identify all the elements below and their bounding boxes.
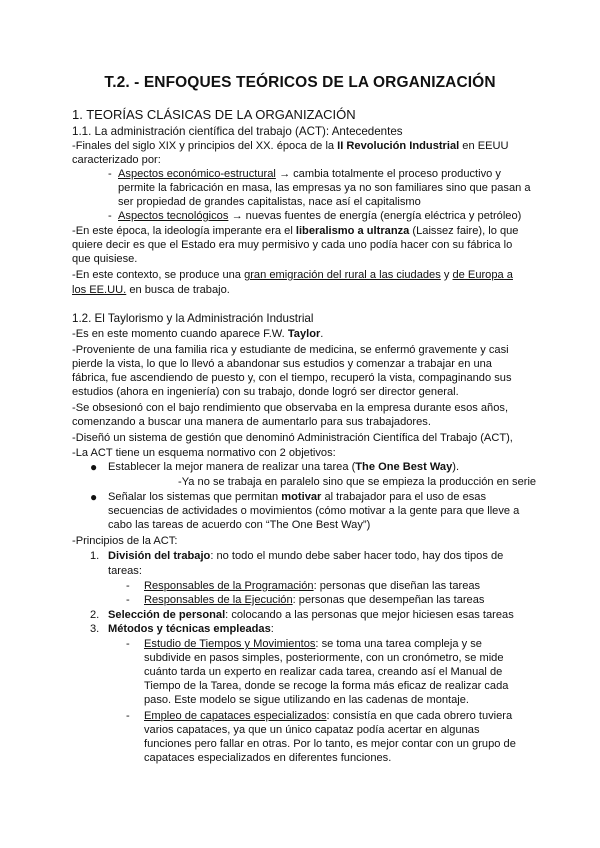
section-1-1-heading: 1.1. La administración científica del trabajo (ACT): Antecedentes (72, 125, 403, 138)
paragraph-line: fábrica, fue ascendiendo de puesto y, con el tiempo, recuperó la vista, compaginando sus (72, 372, 512, 384)
sub-item-line: cuánto tarda un experto en realizar cada tarea, creando así el Manual de (144, 666, 503, 678)
text: -En este época, la ideología imperante era el (72, 225, 296, 237)
list-item-line: permite la fabricación en masa, las empresas ya no son familiares sino que pasan a (118, 182, 531, 194)
text: → cambia totalmente el proceso productivo y (275, 168, 501, 180)
dash-marker: - (126, 638, 130, 650)
numbered-item (108, 622, 274, 636)
dash-marker: - (108, 168, 112, 180)
list-number: 3. (90, 623, 100, 635)
dash-marker: - (108, 210, 112, 222)
sub-item-line: varios capataces, ya que un único capataz podía acertar en algunas (144, 724, 480, 736)
list-item (118, 209, 521, 223)
sub-item (144, 709, 512, 723)
text: : no todo el mundo debe saber hacer todo, hay dos tipos de (210, 550, 504, 562)
text: ). (452, 461, 460, 473)
text: en busca de trabajo. (126, 284, 230, 296)
sub-item-line: funciones pero fallar en otras. Por lo tanto, es mejor contar con un grupo de (144, 738, 516, 750)
underlined-text: Responsables de la Programación (144, 580, 314, 592)
text: y (440, 269, 453, 281)
text: Establecer la mejor manera de realizar una tarea ( (108, 461, 356, 473)
text: : personas que diseñan las tareas (313, 580, 481, 592)
text: Señalar los sistemas que permitan (108, 491, 282, 503)
text: : personas que desempeñan las tareas (292, 594, 485, 606)
list-item (118, 167, 501, 181)
paragraph-line: quiere decir es que el Estado era muy permisivo y cada uno podía hacer con su fábrica lo (72, 239, 513, 251)
dash-marker: - (126, 594, 130, 606)
list-number: 2. (90, 609, 100, 621)
bold-text: II Revolución Industrial (337, 140, 460, 152)
underlined-text: Aspectos económico-estructural (118, 168, 276, 180)
paragraph-antecedentes (72, 139, 509, 153)
bold-text: Selección de personal (108, 609, 226, 621)
underlined-text: Estudio de Tiempos y Movimientos (144, 638, 316, 650)
text: en EEUU (459, 140, 509, 152)
section-1-2-heading: 1.2. El Taylorismo y la Administración Industrial (72, 312, 314, 325)
sub-item-line: subdivide en pasos simples, posteriormente, con un cronómetro, se mide (144, 652, 504, 664)
text: -Es en este momento cuando aparece F.W. (72, 328, 288, 340)
underlined-text: Responsables de la Ejecución (144, 594, 293, 606)
text: : consistía en que cada obrero tuviera (326, 710, 513, 722)
section-1-heading: 1. TEORÍAS CLÁSICAS DE LA ORGANIZACIÓN (72, 107, 356, 122)
bullet-item-line: cabo las tareas de acuerdo con “The One Best Way”) (108, 519, 371, 531)
sub-item (144, 637, 482, 651)
paragraph-line (72, 283, 230, 297)
numbered-item (108, 549, 503, 563)
sub-item-line: paso. Este modelo se sigue utilizando en las cadenas de montaje. (144, 694, 470, 706)
paragraph-line: que quisiese. (72, 253, 138, 265)
text: : se toma una tarea compleja y se (315, 638, 482, 650)
bold-text: liberalismo a ultranza (295, 225, 410, 237)
bold-text: motivar (281, 491, 322, 503)
bold-text: División del trabajo (108, 550, 211, 562)
text: al trabajador para el uso de esas (321, 491, 487, 503)
paragraph-line: comenzando a buscar una manera de aumentarlo para sus trabajadores. (72, 416, 431, 428)
bullet-marker: ● (90, 460, 98, 474)
list-number: 1. (90, 550, 100, 562)
underlined-text: los EE.UU. (72, 284, 127, 296)
numbered-item (108, 608, 514, 622)
bullet-marker: ● (90, 490, 98, 504)
numbered-item-line: tareas: (108, 565, 142, 577)
list-item-line: ser propiedad de grandes capitalistas, nace así el capitalismo (118, 196, 421, 208)
bold-text: The One Best Way (355, 461, 453, 473)
sub-item-line: capataces especializados en diferentes funciones. (144, 752, 392, 764)
text: -En este contexto, se produce una (72, 269, 245, 281)
paragraph-objetivos: -La ACT tiene un esquema normativo con 2 objetivos: (72, 447, 336, 459)
paragraph-principios: -Principios de la ACT: (72, 535, 178, 547)
paragraph-sistema: -Diseñó un sistema de gestión que denominó Administración Científica del Trabajo (ACT), (72, 432, 513, 444)
paragraph-line: caracterizado por: (72, 154, 161, 166)
sub-item (144, 593, 484, 607)
paragraph-rendimiento: -Se obsesionó con el bajo rendimiento que observaba en la empresa durante esos años, (72, 402, 509, 414)
paragraph-line: estudios (ahora en ingeniería) con su trabajo, donde logró ser director general. (72, 386, 459, 398)
dash-marker: - (126, 710, 130, 722)
bullet-subnote: -Ya no se trabaja en paralelo sino que se empieza la producción en serie (178, 476, 537, 488)
underlined-text: Empleo de capataces especializados (144, 710, 327, 722)
underlined-text: Aspectos tecnológicos (118, 210, 229, 222)
paragraph-taylor (72, 327, 323, 341)
text: (Laissez faire), lo que (409, 225, 519, 237)
bullet-item-line: secuencias de actividades o movimientos (cómo motivar a la gente para que lleve a (108, 505, 520, 517)
text: -Finales del siglo XIX y principios del XX. época de la (72, 140, 338, 152)
bullet-item (108, 460, 459, 474)
paragraph-line: pierde la vista, lo que lo llevó a abandonar sus estudios y comenzar a trabajar en una (72, 358, 492, 370)
sub-item-line: Tiempo de la Tarea, donde se recoge la forma más eficaz de realizar cada (144, 680, 509, 692)
paragraph-biografia: -Proveniente de una familia rica y estudiante de medicina, se enfermó gravemente y casi (72, 344, 509, 356)
bold-text: Taylor (287, 328, 321, 340)
text: . (320, 328, 324, 340)
text: : (270, 623, 274, 635)
text: : colocando a las personas que mejor hiciesen esas tareas (225, 609, 514, 621)
sub-item (144, 579, 480, 593)
paragraph-liberalismo (72, 224, 518, 238)
bold-text: Métodos y técnicas empleadas (108, 623, 271, 635)
dash-marker: - (126, 580, 130, 592)
underlined-text: gran emigración del rural a las ciudades (244, 269, 441, 281)
underlined-text: de Europa a (452, 269, 513, 281)
text: → nuevas fuentes de energía (energía eléctrica y petróleo) (228, 210, 522, 222)
paragraph-emigracion (72, 268, 513, 282)
document-title: T.2. - ENFOQUES TEÓRICOS DE LA ORGANIZACIÓN (104, 74, 496, 91)
bullet-item (108, 490, 486, 504)
